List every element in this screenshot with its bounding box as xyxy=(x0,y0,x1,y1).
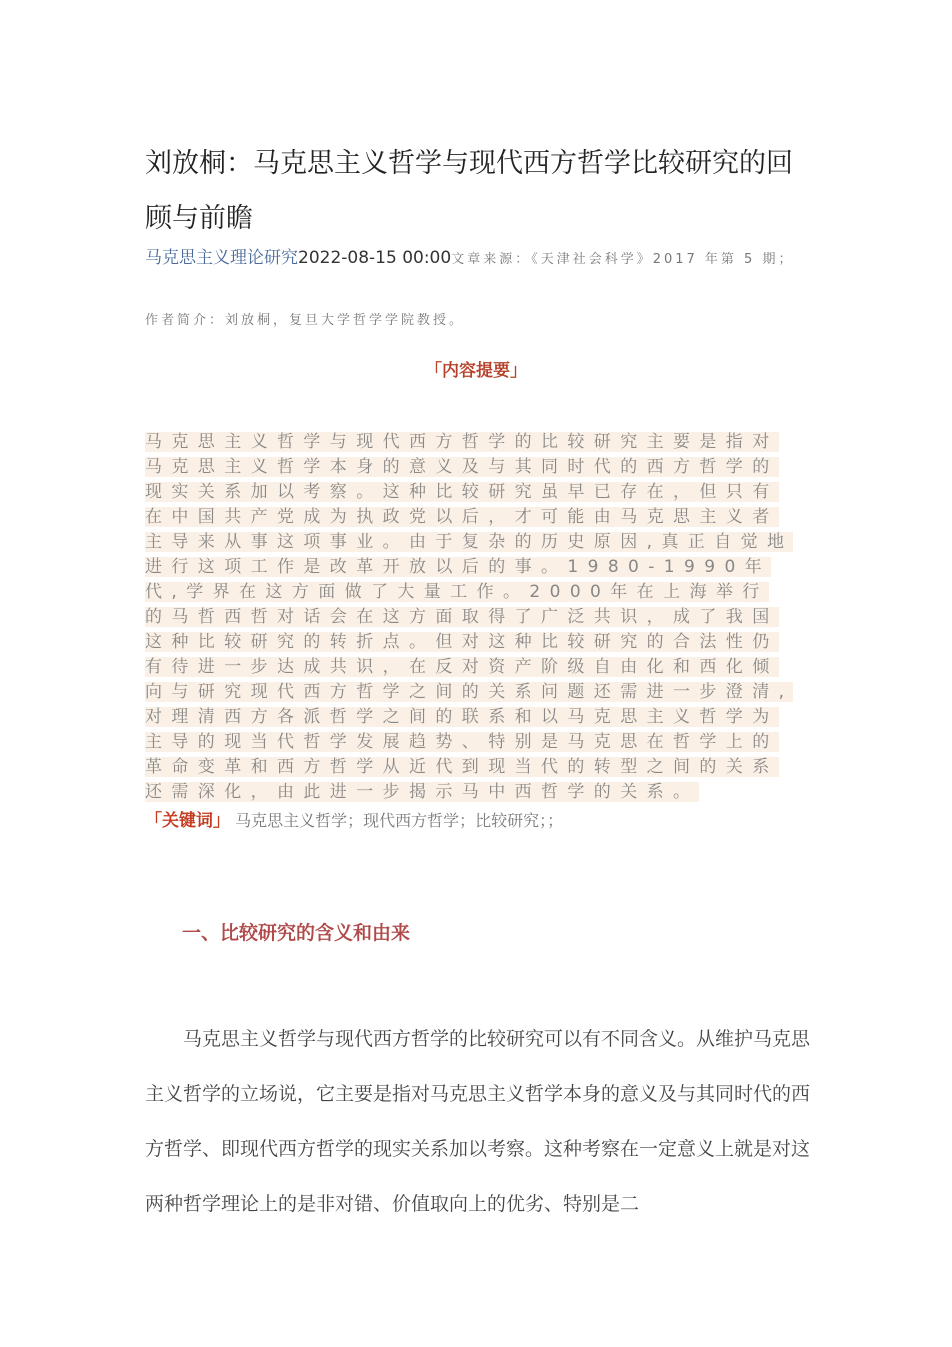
abstract-body: 马克思主义哲学与现代西方哲学的比较研究主要是指对马克思主义哲学本身的意义及与其同时代的西方哲学的现实关系加以考察。这种比较研究虽早已存在，但只有在中国共产党成为执政党以后，才可能由马克思主义者主导来从事这项事业。由于复杂的历史原因,真正自觉地进行这项工作是改革开放以后的事。1980-1990年代,学界在这方面做了大量工作。2000年在上海举行的马哲西哲对话会在这方面取得了广泛共识，成了我国这种比较研究的转折点。但对这种比较研究的合法性仍有待进一步达成共识，在反对资产阶级自由化和西化倾向与研究现代西方哲学之间的关系问题还需进一步澄清,对理清西方各派哲学之间的联系和以马克思主义哲学为主导的现当代哲学发展趋势、特别是马克思在哲学上的革命变革和西方哲学从近代到现当代的转型之间的关系还需深化，由此进一步揭示马中西哲学的关系。 xyxy=(145,432,794,802)
abstract-text xyxy=(145,430,795,805)
keywords-line xyxy=(145,806,810,831)
author-line: 作者简介：刘放桐，复旦大学哲学学院教授。 xyxy=(145,313,466,328)
paragraph-text: 马克思主义哲学与现代西方哲学的比较研究可以有不同含义。从维护马克思主义哲学的立场说，它主要是指对马克思主义哲学本身的意义及与其同时代的西方哲学、即现代西方哲学的现实关系加以考察。这种考察在一定意义上就是对这两种哲学理论上的是非对错、价值取向上的优劣、特别是二 xyxy=(145,1028,811,1215)
article-meta xyxy=(145,246,810,272)
keywords-text: 马克思主义哲学；现代西方哲学；比较研究；； xyxy=(235,811,564,830)
abstract-heading: 「内容提要」 xyxy=(425,361,527,381)
article-title: 刘放桐：马克思主义哲学与现代西方哲学比较研究的回顾与前瞻 xyxy=(145,148,793,235)
section-heading: 一、比较研究的含义和由来 xyxy=(182,922,411,944)
source-name-link[interactable]: 马克思主义理论研究 xyxy=(145,248,298,268)
source-line: 文章来源：《天津社会科学》2017 年第 5 期； xyxy=(451,252,795,267)
keywords-label: 「关键词」 xyxy=(145,811,230,831)
publish-date: 2022-08-15 00:00 xyxy=(298,248,452,268)
section-paragraph xyxy=(145,1012,810,1232)
